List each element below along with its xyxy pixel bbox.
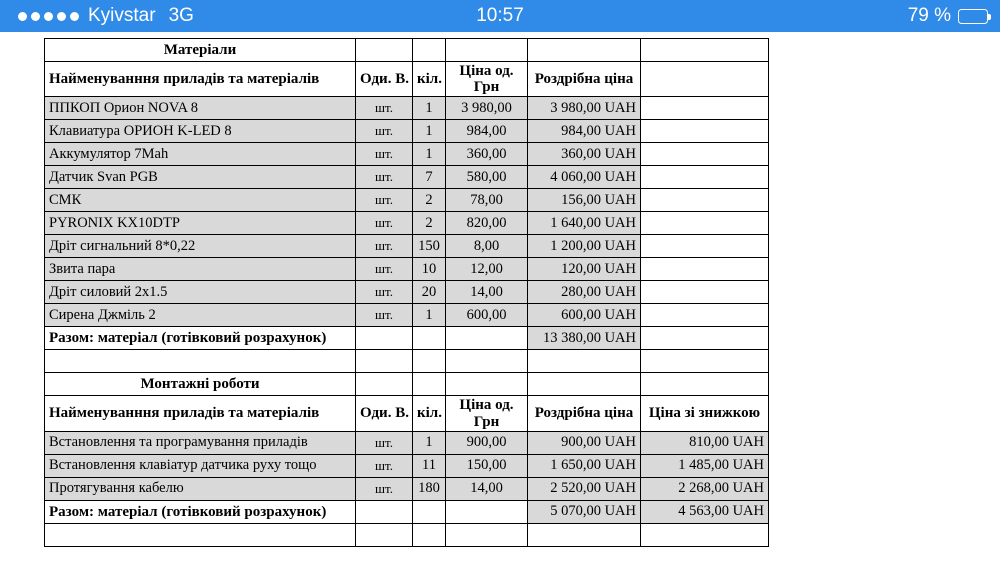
cell-unit: шт.: [356, 97, 413, 120]
cell-name: Встановлення клавіатур датчика руху тощо: [45, 454, 356, 477]
cell-unit: шт.: [356, 258, 413, 281]
cell-price: 12,00: [446, 258, 528, 281]
empty-cell: [528, 373, 641, 396]
empty-cell: [356, 373, 413, 396]
cell-name: Дріт силовий 2x1.5: [45, 281, 356, 304]
signal-dot: [31, 12, 40, 21]
empty-cell: [528, 39, 641, 62]
cell-unit: шт.: [356, 235, 413, 258]
cell-retail: 3 980,00 UAH: [528, 97, 641, 120]
column-header-retail: Роздрібна ціна: [528, 62, 641, 97]
column-header-qty: кіл.: [413, 62, 446, 97]
column-header-row: [45, 62, 769, 97]
empty-cell: [413, 350, 446, 373]
empty-cell: [528, 350, 641, 373]
cell-qty: 1: [413, 431, 446, 454]
cell-qty: 7: [413, 166, 446, 189]
cell-retail: 900,00 UAH: [528, 431, 641, 454]
cell-retail: 156,00 UAH: [528, 189, 641, 212]
empty-cell: [446, 350, 528, 373]
column-header-price: Ціна од. Грн: [446, 396, 528, 431]
cell-qty: 180: [413, 477, 446, 500]
signal-dot: [57, 12, 66, 21]
column-header-retail: Роздрібна ціна: [528, 396, 641, 431]
column-header-qty: кіл.: [413, 396, 446, 431]
empty-cell: [641, 373, 769, 396]
cell-qty: 1: [413, 97, 446, 120]
cell-unit: шт.: [356, 281, 413, 304]
cell-qty: 1: [413, 143, 446, 166]
cell-price: 900,00: [446, 431, 528, 454]
cell-name: Протягування кабелю: [45, 477, 356, 500]
cell-discount: [641, 120, 769, 143]
cell-name: Звита пара: [45, 258, 356, 281]
empty-cell: [446, 500, 528, 523]
table-row: [45, 235, 769, 258]
empty-cell: [641, 523, 769, 546]
empty-cell: [356, 327, 413, 350]
table-row: [45, 304, 769, 327]
cell-unit: шт.: [356, 454, 413, 477]
table-blank-row: [45, 350, 769, 373]
cell-name: Аккумулятор 7Mah: [45, 143, 356, 166]
empty-cell: [446, 523, 528, 546]
signal-dot: [44, 12, 53, 21]
cell-retail: 600,00 UAH: [528, 304, 641, 327]
signal-dot: [18, 12, 27, 21]
column-header-unit: Оди. В.: [356, 62, 413, 97]
table-row: [45, 120, 769, 143]
cell-price: 600,00: [446, 304, 528, 327]
cell-qty: 2: [413, 212, 446, 235]
cell-price: 14,00: [446, 281, 528, 304]
battery-icon: [958, 9, 988, 24]
column-header-discount: [641, 62, 769, 97]
cell-discount: [641, 281, 769, 304]
table-row: [45, 477, 769, 500]
table-blank-row: [45, 523, 769, 546]
total-label: Разом: матеріал (готівковий розрахунок): [45, 500, 356, 523]
table-row: [45, 258, 769, 281]
section-title: Матеріали: [45, 39, 356, 62]
table-row: [45, 189, 769, 212]
cell-unit: шт.: [356, 477, 413, 500]
empty-cell: [356, 39, 413, 62]
cell-name: PYRONIX KX10DTP: [45, 212, 356, 235]
total-retail: 13 380,00 UAH: [528, 327, 641, 350]
table-row: [45, 212, 769, 235]
status-bar-right: [908, 5, 988, 27]
empty-cell: [356, 350, 413, 373]
cell-price: 14,00: [446, 477, 528, 500]
cell-unit: шт.: [356, 212, 413, 235]
empty-cell: [356, 500, 413, 523]
cell-discount: [641, 189, 769, 212]
cell-discount: [641, 166, 769, 189]
cell-retail: 2 520,00 UAH: [528, 477, 641, 500]
total-discount: [641, 327, 769, 350]
empty-cell: [45, 350, 356, 373]
cell-price: 580,00: [446, 166, 528, 189]
cell-price: 150,00: [446, 454, 528, 477]
total-retail: 5 070,00 UAH: [528, 500, 641, 523]
table-row: [45, 143, 769, 166]
empty-cell: [413, 39, 446, 62]
cell-discount: [641, 258, 769, 281]
empty-cell: [446, 39, 528, 62]
signal-dot: [70, 12, 79, 21]
cell-qty: 11: [413, 454, 446, 477]
cell-unit: шт.: [356, 143, 413, 166]
cell-qty: 2: [413, 189, 446, 212]
estimate-table: [44, 38, 769, 547]
column-header-price: Ціна од. Грн: [446, 62, 528, 97]
empty-cell: [528, 523, 641, 546]
empty-cell: [356, 523, 413, 546]
cell-discount: 1 485,00 UAH: [641, 454, 769, 477]
cell-retail: 1 640,00 UAH: [528, 212, 641, 235]
cell-qty: 150: [413, 235, 446, 258]
column-header-name: Найменуванння приладів та матеріалів: [45, 396, 356, 431]
cell-unit: шт.: [356, 166, 413, 189]
table-total-row: [45, 327, 769, 350]
cell-price: 984,00: [446, 120, 528, 143]
total-discount: 4 563,00 UAH: [641, 500, 769, 523]
column-header-name: Найменуванння приладів та матеріалів: [45, 62, 356, 97]
status-bar: [0, 0, 1000, 32]
document-viewer[interactable]: [0, 32, 1000, 563]
network-type-label: 3G: [168, 5, 194, 26]
cell-price: 8,00: [446, 235, 528, 258]
cell-price: 78,00: [446, 189, 528, 212]
table-row: [45, 166, 769, 189]
cell-name: Дріт сигнальний 8*0,22: [45, 235, 356, 258]
empty-cell: [446, 373, 528, 396]
cell-name: Датчик Svan PGB: [45, 166, 356, 189]
cell-unit: шт.: [356, 120, 413, 143]
cell-qty: 1: [413, 120, 446, 143]
table-row: [45, 454, 769, 477]
cell-discount: 2 268,00 UAH: [641, 477, 769, 500]
cell-qty: 1: [413, 304, 446, 327]
cell-retail: 360,00 UAH: [528, 143, 641, 166]
empty-cell: [413, 373, 446, 396]
section-title: Монтажні роботи: [45, 373, 356, 396]
empty-cell: [413, 523, 446, 546]
table-row: [45, 97, 769, 120]
cell-name: ППКОП Орион NOVA 8: [45, 97, 356, 120]
cell-name: Сирена Джміль 2: [45, 304, 356, 327]
cell-retail: 1 650,00 UAH: [528, 454, 641, 477]
empty-cell: [413, 500, 446, 523]
cell-discount: [641, 235, 769, 258]
cell-retail: 1 200,00 UAH: [528, 235, 641, 258]
cell-qty: 20: [413, 281, 446, 304]
empty-cell: [45, 523, 356, 546]
cell-retail: 4 060,00 UAH: [528, 166, 641, 189]
column-header-unit: Оди. В.: [356, 396, 413, 431]
empty-cell: [446, 327, 528, 350]
column-header-discount: Ціна зі знижкою: [641, 396, 769, 431]
status-bar-left: [12, 5, 194, 27]
total-label: Разом: матеріал (готівковий розрахунок): [45, 327, 356, 350]
cell-retail: 280,00 UAH: [528, 281, 641, 304]
battery-percent-label: 79 %: [907, 5, 951, 26]
table-total-row: [45, 500, 769, 523]
table-row: [45, 281, 769, 304]
section-title-row: [45, 373, 769, 396]
empty-cell: [641, 350, 769, 373]
cell-unit: шт.: [356, 189, 413, 212]
signal-strength-icon: [18, 12, 79, 21]
cell-discount: [641, 143, 769, 166]
cell-discount: 810,00 UAH: [641, 431, 769, 454]
column-header-row: [45, 396, 769, 431]
cell-name: Клавиатура ОРИОН K-LED 8: [45, 120, 356, 143]
empty-cell: [641, 39, 769, 62]
cell-name: Встановлення та програмування приладів: [45, 431, 356, 454]
cell-discount: [641, 304, 769, 327]
table-row: [45, 431, 769, 454]
cell-discount: [641, 212, 769, 235]
carrier-label: Kyivstar: [88, 5, 156, 26]
cell-unit: шт.: [356, 431, 413, 454]
cell-unit: шт.: [356, 304, 413, 327]
cell-price: 360,00: [446, 143, 528, 166]
cell-retail: 984,00 UAH: [528, 120, 641, 143]
cell-discount: [641, 97, 769, 120]
cell-name: СМК: [45, 189, 356, 212]
cell-price: 3 980,00: [446, 97, 528, 120]
cell-price: 820,00: [446, 212, 528, 235]
empty-cell: [413, 327, 446, 350]
section-title-row: [45, 39, 769, 62]
clock-label: 10:57: [476, 5, 524, 26]
cell-retail: 120,00 UAH: [528, 258, 641, 281]
cell-qty: 10: [413, 258, 446, 281]
